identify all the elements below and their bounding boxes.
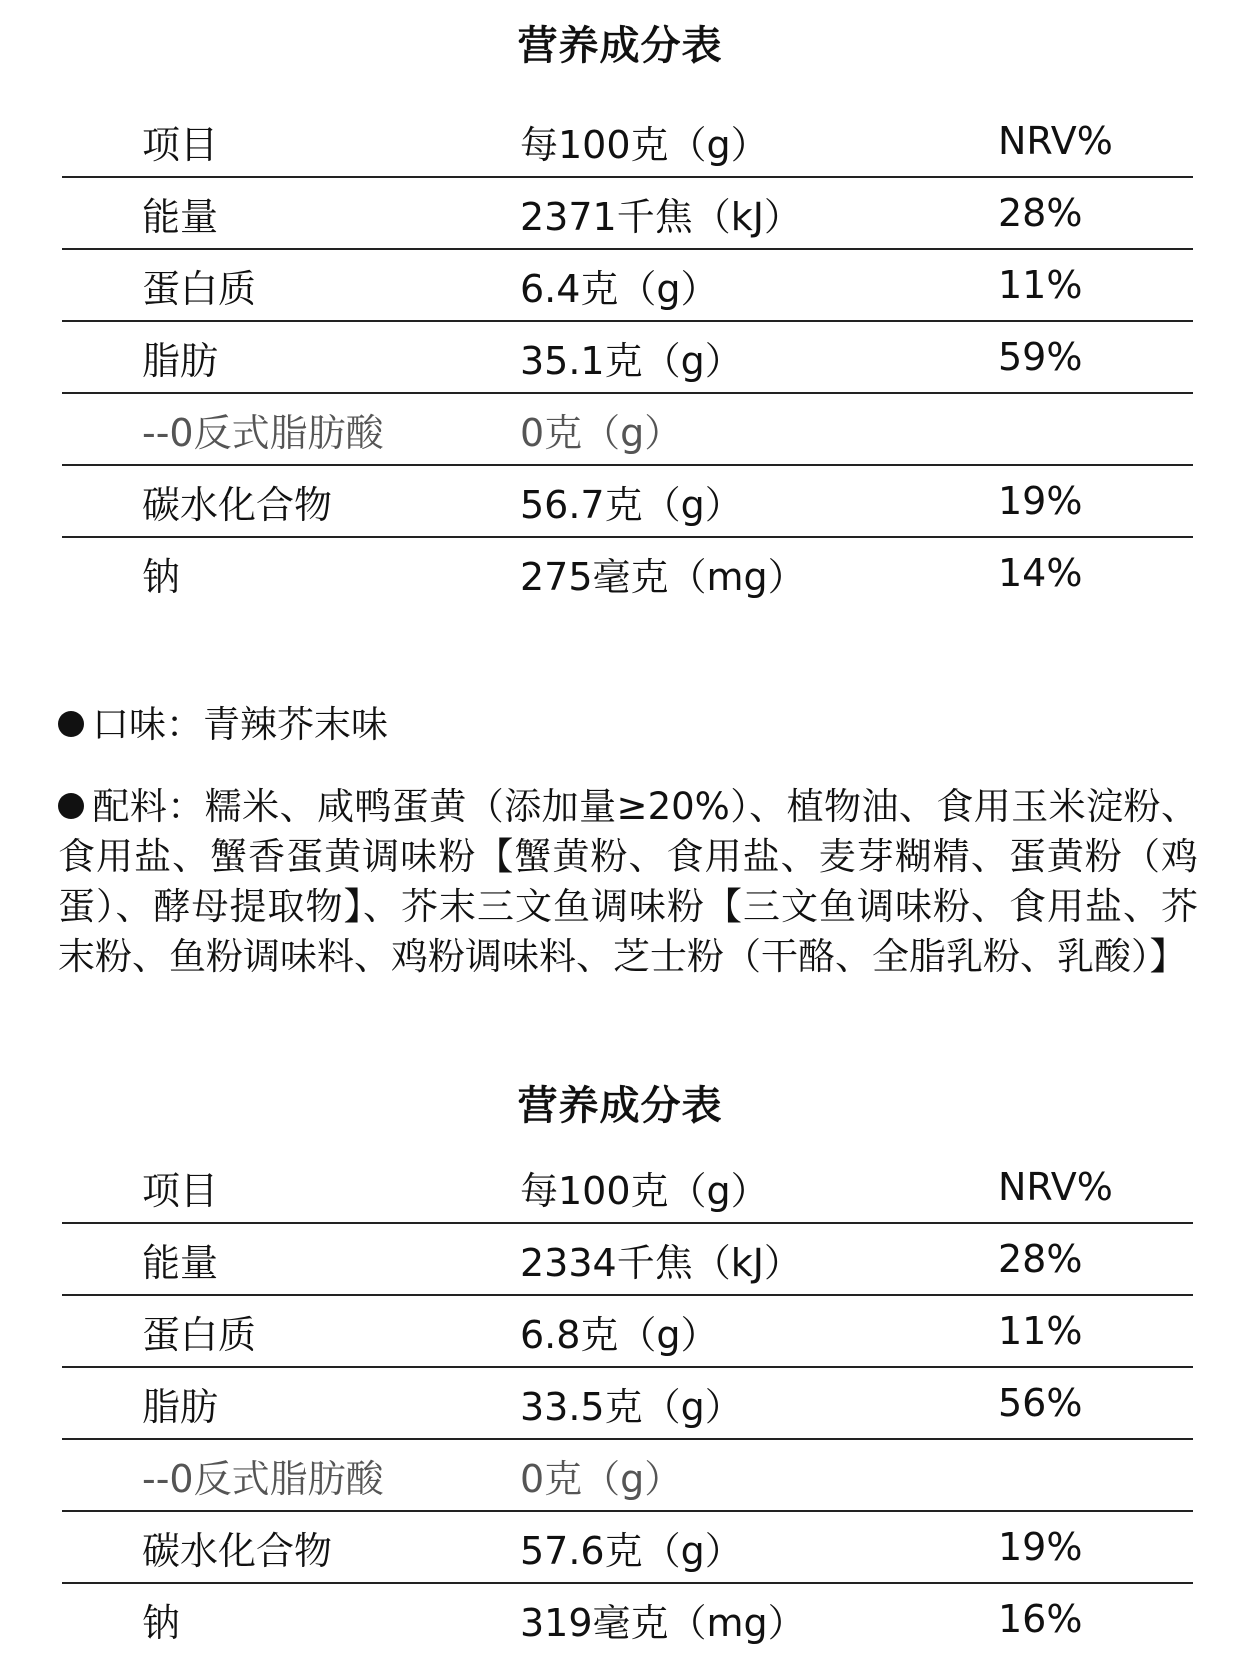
row-item: 能量 [62,177,520,249]
row-item: --0反式脂肪酸 [62,1439,520,1511]
row-item: 蛋白质 [62,1295,520,1367]
table-row-protein [62,249,1193,321]
row-nrv: 11% [998,249,1193,321]
table-row-energy [62,177,1193,249]
row-per100g: 2334千焦（kJ） [520,1223,998,1295]
table-row-carbohydrate [62,1511,1193,1583]
table-row-trans-fat [62,1439,1193,1511]
row-item: 碳水化合物 [62,1511,520,1583]
ingredients-text: 配料：糯米、咸鸭蛋黄（添加量≥20%）、植物油、食用玉米淀粉、食用盐、蟹香蛋黄调味粉【蟹黄粉、食用盐、麦芽糊精、蛋黄粉（鸡蛋）、酵母提取物】、芥末三文鱼调味粉【三文鱼调味粉、食用盐、芥末粉、鱼粉调味料、鸡粉调味料、芝士粉（干酪、全脂乳粉、乳酸）】 [58,785,1198,978]
row-item: 能量 [62,1223,520,1295]
row-item: 钠 [62,537,520,608]
ingredients-paragraph [58,782,1198,982]
table-header-row [62,1152,1193,1223]
row-nrv: 56% [998,1367,1193,1439]
row-nrv: 16% [998,1583,1193,1654]
nutrition-table-2 [62,1152,1193,1654]
table-row-sodium [62,1583,1193,1654]
row-per100g: 35.1克（g） [520,321,998,393]
flavor-text: 口味：青辣芥末味 [92,703,388,746]
row-per100g: 56.7克（g） [520,465,998,537]
row-per100g: 0克（g） [520,1439,998,1511]
header-nrv: NRV% [998,119,1113,163]
table-row-carbohydrate [62,465,1193,537]
bullet-icon [58,711,84,737]
table-row-fat [62,1367,1193,1439]
row-nrv [998,1439,1193,1511]
header-per100g: 每100克（g） [520,122,769,167]
bullet-icon [58,793,84,819]
table-row-sodium [62,537,1193,608]
row-per100g: 6.8克（g） [520,1295,998,1367]
row-nrv [998,393,1193,465]
row-nrv: 19% [998,465,1193,537]
row-per100g: 275毫克（mg） [520,537,998,608]
row-nrv: 28% [998,1223,1193,1295]
table-row-trans-fat [62,393,1193,465]
flavor-line [58,700,1198,750]
row-per100g: 33.5克（g） [520,1367,998,1439]
table-row-fat [62,321,1193,393]
header-item: 项目 [142,122,219,167]
row-nrv: 59% [998,321,1193,393]
table-row-energy [62,1223,1193,1295]
header-per100g: 每100克（g） [520,1168,769,1213]
row-item: 脂肪 [62,1367,520,1439]
row-item: 脂肪 [62,321,520,393]
header-item: 项目 [142,1168,219,1213]
row-nrv: 28% [998,177,1193,249]
row-per100g: 6.4克（g） [520,249,998,321]
row-per100g: 2371千焦（kJ） [520,177,998,249]
row-per100g: 0克（g） [520,393,998,465]
row-item: 碳水化合物 [62,465,520,537]
row-nrv: 14% [998,537,1193,608]
row-item: 钠 [62,1583,520,1654]
row-nrv: 11% [998,1295,1193,1367]
row-nrv: 19% [998,1511,1193,1583]
table-header-row [62,106,1193,177]
row-per100g: 57.6克（g） [520,1511,998,1583]
row-per100g: 319毫克（mg） [520,1583,998,1654]
table-title-1: 营养成分表 [517,23,723,69]
header-nrv: NRV% [998,1165,1113,1209]
row-item: 蛋白质 [62,249,520,321]
row-item: --0反式脂肪酸 [62,393,520,465]
table-row-protein [62,1295,1193,1367]
nutrition-table-1 [62,106,1193,608]
table-title-2: 营养成分表 [517,1083,723,1129]
